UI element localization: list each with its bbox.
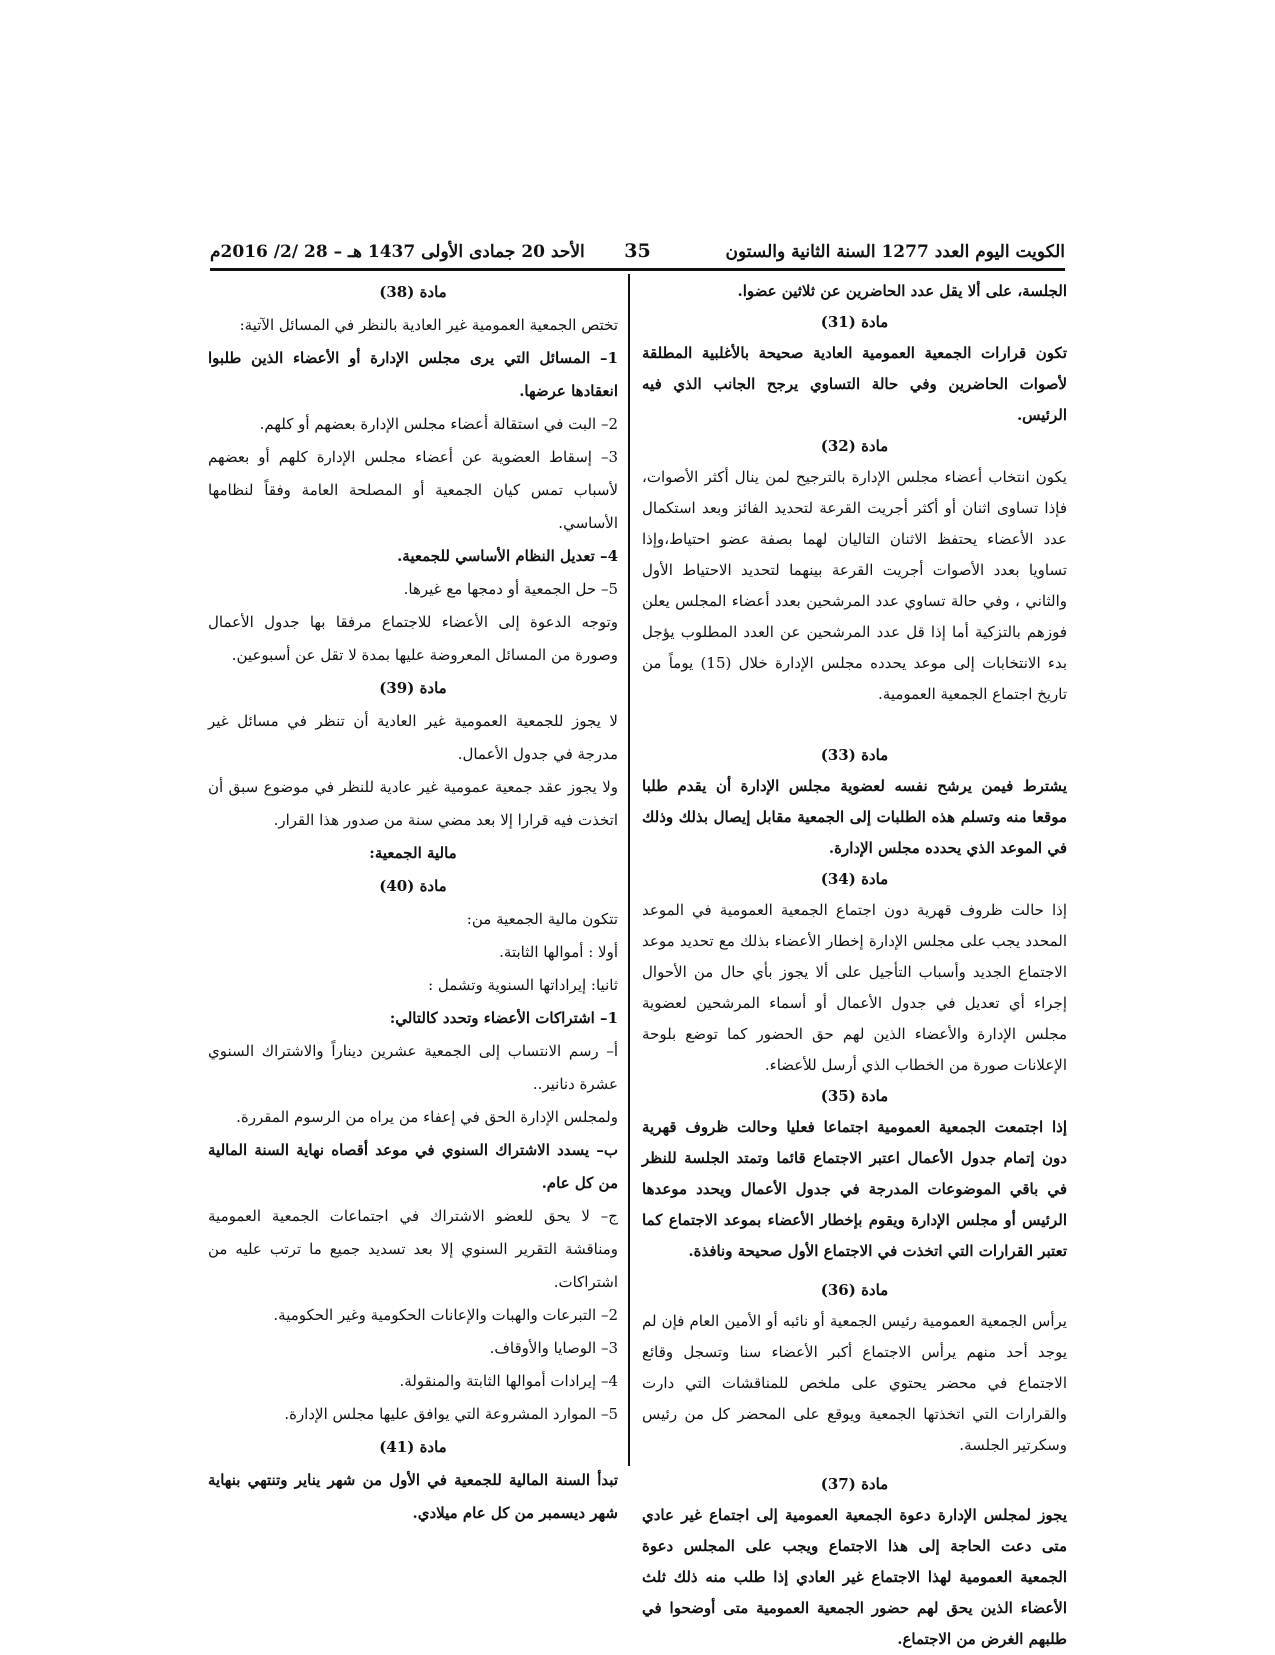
paragraph: تبدأ السنة المالية للجمعية في الأول من شهر يناير وتنتهي بنهاية شهر ديسمبر من كل عام ميلادي. — [208, 1471, 618, 1522]
paragraph: 5– حل الجمعية أو دمجها مع غيرها. — [403, 580, 618, 598]
article-heading: مادة (36) — [820, 1281, 889, 1299]
paragraph: إذا اجتمعت الجمعية العمومية اجتماعا فعليا وحالت ظروف قهرية دون إتمام جدول الأعمال اعتبر الاجتماع قائما وتمتد الجلسة للنظر في باقي الموضوعات المدرجة في جدول الأعمال ويحدد موعدها الرئيس أو مجلس الإدارة ويقوم بإخطار الأعضاء بموعد الاجتماع كما تعتبر القرارات التي اتخذت في الاجتماع الأول صحيحة ونافذة. — [642, 1118, 1067, 1260]
paragraph: يجوز لمجلس الإدارة دعوة الجمعية العمومية إلى اجتماع غير عادي متى دعت الحاجة إلى هذا الاجتماع ويجب على المجلس دعوة الجمعية العمومية لهذا الاجتماع غير العادي إذا طلب منه ذلك ثلث الأعضاء الذين يحق لهم حضور الجمعية العمومية متى أوضحوا في طلبهم الغرض من الاجتماع. — [642, 1506, 1067, 1648]
paragraph: إذا حالت ظروف قهرية دون اجتماع الجمعية العمومية في الموعد المحدد يجب على مجلس الإدارة إخطار الأعضاء بذلك مع تحديد موعد الاجتماع الجديد وأسباب التأجيل على ألا يجوز بأي حال من الأحوال إجراء أي تعديل في جدول الأعمال أو أسماء المرشحين لعضوية مجلس الإدارة والأعضاء الذين لهم حق الحضور كما توضع بلوحة الإعلانات صورة من الخطاب الذي أرسل للأعضاء. — [642, 901, 1067, 1074]
header-page-number: 35 — [624, 240, 651, 262]
paragraph: تكون قرارات الجمعية العمومية العادية صحيحة بالأغلبية المطلقة لأصوات الحاضرين وفي حالة التساوي يرجح الجانب الذي فيه الرئيس. — [642, 344, 1067, 424]
spacer — [642, 1267, 1067, 1275]
article-heading: مادة (31) — [820, 313, 889, 331]
article-heading: مادة (39) — [379, 679, 447, 697]
article-heading: مادة (37) — [820, 1475, 889, 1493]
article-heading: مالية الجمعية: — [369, 844, 457, 862]
article-heading: مادة (38) — [379, 283, 447, 301]
paragraph: تختص الجمعية العمومية غير العادية بالنظر في المسائل الآتية: — [239, 316, 618, 334]
left-column — [208, 276, 618, 1530]
paragraph: 3– الوصايا والأوقاف. — [489, 1339, 618, 1357]
header-rule — [210, 268, 1065, 271]
paragraph: 1– اشتراكات الأعضاء وتحدد كالتالي: — [389, 1009, 618, 1027]
paragraph: 4– تعديل النظام الأساسي للجمعية. — [397, 547, 618, 565]
paragraph: 5– الموارد المشروعة التي يوافق عليها مجلس الإدارة. — [284, 1405, 618, 1423]
page-header — [210, 238, 1065, 268]
paragraph: 4– إيرادات أموالها الثابتة والمنقولة. — [399, 1372, 618, 1390]
article-heading: مادة (41) — [379, 1438, 447, 1456]
article-heading: مادة (40) — [379, 877, 447, 895]
column-divider — [628, 274, 630, 1466]
paragraph: تتكون مالية الجمعية من: — [466, 910, 618, 928]
spacer — [642, 1461, 1067, 1469]
article-heading: مادة (35) — [820, 1087, 889, 1105]
paragraph: أ– رسم الانتساب إلى الجمعية عشرين ديناراً والاشتراك السنوي عشرة دنانير.. — [208, 1042, 618, 1093]
paragraph: 1– المسائل التي يرى مجلس الإدارة أو الأعضاء الذين طلبوا انعقادها عرضها. — [208, 349, 618, 400]
paragraph: ب– يسدد الاشتراك السنوي في موعد أقصاه نهاية السنة المالية من كل عام. — [208, 1141, 618, 1192]
spacer — [642, 710, 1067, 740]
right-column — [642, 276, 1067, 1655]
paragraph: 3– إسقاط العضوية عن أعضاء مجلس الإدارة كلهم أو بعضهم لأسباب تمس كيان الجمعية أو المصلحة العامة وفقاً لنظامها الأساسي. — [208, 448, 618, 532]
header-date: الأحد 20 جمادى الأولى 1437 هـ – 28 /2/ 2016م — [210, 242, 585, 262]
paragraph: أولا : أموالها الثابتة. — [499, 943, 618, 961]
paragraph: 2– التبرعات والهبات والإعانات الحكومية وغير الحكومية. — [273, 1306, 618, 1324]
paragraph: يرأس الجمعية العمومية رئيس الجمعية أو نائبه أو الأمين العام فإن لم يوجد أحد منهم يرأس الاجتماع أكبر الأعضاء سنا وتسجل وقائع الاجتماع في محضر يحتوي على ملخص للمناقشات التي دارت والقرارات التي اتخذتها الجمعية ويوقع على المحضر كل من رئيس وسكرتير الجلسة. — [642, 1312, 1067, 1454]
paragraph: ثانيا: إيراداتها السنوية وتشمل : — [428, 976, 618, 994]
paragraph: 2– البت في استقالة أعضاء مجلس الإدارة بعضهم أو كلهم. — [259, 415, 618, 433]
paragraph: لا يجوز للجمعية العمومية غير العادية أن تنظر في مسائل غير مدرجة في جدول الأعمال. — [208, 712, 618, 763]
paragraph: ولمجلس الإدارة الحق في إعفاء من يراه من الرسوم المقررة. — [236, 1108, 618, 1126]
article-heading: مادة (34) — [820, 870, 889, 888]
article-heading: مادة (32) — [820, 437, 889, 455]
header-issue-info: الكويت اليوم العدد 1277 السنة الثانية والستون — [725, 242, 1065, 262]
article-heading: مادة (33) — [820, 746, 889, 764]
paragraph: يكون انتخاب أعضاء مجلس الإدارة بالترجيح لمن ينال أكثر الأصوات، فإذا تساوى اثنان أو أكثر أجريت القرعة لتحديد الفائز وبعد استكمال عدد الأعضاء يحتفظ الاثنان التاليان لهما بصفة عضو احتياط،وإذا تساويا بعدد الأصوات أجريت القرعة بينهما لتحديد الاحتياط الأول والثاني ، وفي حالة تساوي عدد المرشحين بعدد أعضاء المجلس يعلن فوزهم بالتزكية أما إذا قل عدد المرشحين عن العدد المطلوب يؤجل بدء الانتخابات إلى موعد يحدده مجلس الإدارة خلال (15) يوماً من تاريخ اجتماع الجمعية العمومية. — [642, 468, 1067, 703]
paragraph: وتوجه الدعوة إلى الأعضاء للاجتماع مرفقا بها جدول الأعمال وصورة من المسائل المعروضة عليها بمدة لا تقل عن أسبوعين. — [208, 613, 618, 664]
paragraph: ج– لا يحق للعضو الاشتراك في اجتماعات الجمعية العمومية ومناقشة التقرير السنوي إلا بعد تسديد جميع ما ترتب عليه من اشتراكات. — [208, 1207, 618, 1291]
paragraph: يشترط فيمن يرشح نفسه لعضوية مجلس الإدارة أن يقدم طلبا موقعا منه وتسلم هذه الطلبات إلى الجمعية مقابل إيصال بذلك وذلك في الموعد الذي يحدده مجلس الإدارة. — [642, 777, 1067, 857]
paragraph: الجلسة، على ألا يقل عدد الحاضرين عن ثلاثين عضوا. — [737, 282, 1067, 300]
paragraph: ولا يجوز عقد جمعية عمومية غير عادية للنظر في موضوع سبق أن اتخذت فيه قرارا إلا بعد مضي سنة من صدور هذا القرار. — [208, 778, 618, 829]
